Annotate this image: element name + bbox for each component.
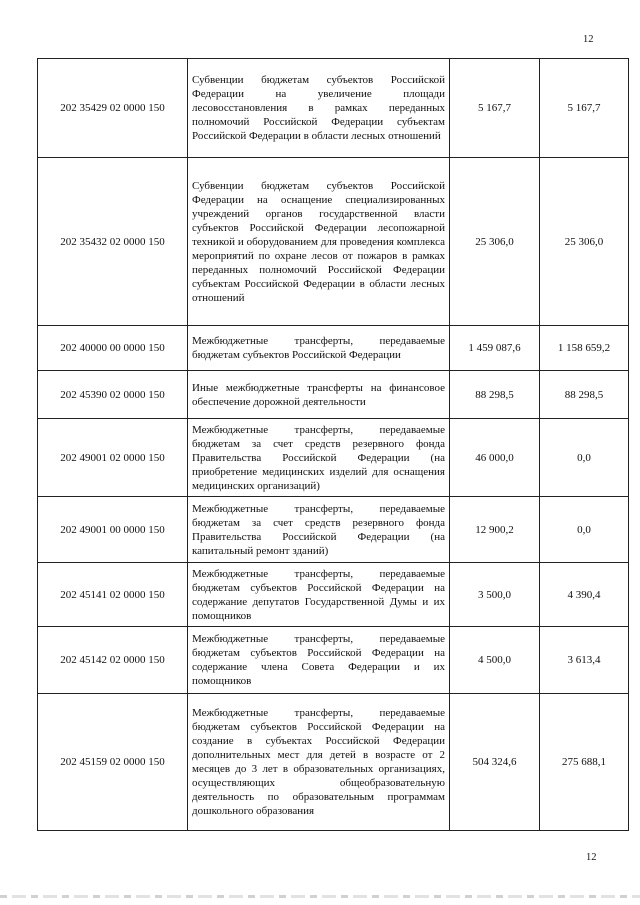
budget-code-cell: 202 45159 02 0000 150 [38,694,188,831]
budget-code-cell: 202 49001 00 0000 150 [38,497,188,563]
budget-code-cell: 202 45390 02 0000 150 [38,371,188,419]
description-cell: Межбюджетные трансферты, передаваемые бюджетам за счет средств резервного фонда Правительства Российской Федерации (на приобретение медицинских изделий для оснащения медицинских организаций) [188,419,450,497]
budget-code-cell: 202 49001 02 0000 150 [38,419,188,497]
description-cell: Иные межбюджетные трансферты на финансовое обеспечение дорожной деятельности [188,371,450,419]
amount-cell-2: 5 167,7 [540,59,629,158]
table-row [38,59,629,158]
description-cell: Межбюджетные трансферты, передаваемые бюджетам субъектов Российской Федерации на содержание члена Совета Федерации и их помощников [188,627,450,694]
budget-code-cell: 202 45141 02 0000 150 [38,563,188,627]
table-row [38,563,629,627]
amount-cell-1: 3 500,0 [450,563,540,627]
amount-cell-2: 25 306,0 [540,158,629,326]
page-number-top: 12 [583,34,594,45]
description-cell: Субвенции бюджетам субъектов Российской Федерации на увеличение площади лесовосстановления в рамках переданных полномочий Российской Федерации субъектам Российской Федерации в области лесных отношений [188,59,450,158]
table-row [38,694,629,831]
amount-cell-1: 12 900,2 [450,497,540,563]
amount-cell-2: 275 688,1 [540,694,629,831]
amount-cell-1: 4 500,0 [450,627,540,694]
description-cell: Субвенции бюджетам субъектов Российской Федерации на оснащение специализированных учреждений органов государственной власти субъектов Российской Федерации лесопожарной техникой и оборудованием для проведения комплекса мероприятий по охране лесов от пожаров в рамках переданных полномочий Российской Федерации субъектам Российской Федерации в области лесных отношений [188,158,450,326]
scan-edge-artifact [0,895,640,898]
amount-cell-2: 0,0 [540,419,629,497]
table-row [38,419,629,497]
table-row [38,497,629,563]
amount-cell-2: 88 298,5 [540,371,629,419]
budget-code-cell: 202 35432 02 0000 150 [38,158,188,326]
budget-code-cell: 202 45142 02 0000 150 [38,627,188,694]
amount-cell-1: 1 459 087,6 [450,326,540,371]
table-row [38,158,629,326]
description-cell: Межбюджетные трансферты, передаваемые бюджетам субъектов Российской Федерации на создание в субъектах Российской Федерации дополнительных мест для детей в возрасте от 2 месяцев до 3 лет в образовательных организациях, осуществляющих общеобразовательную деятельность по образовательным программам дошкольного образования [188,694,450,831]
amount-cell-2: 3 613,4 [540,627,629,694]
budget-code-cell: 202 35429 02 0000 150 [38,59,188,158]
description-cell: Межбюджетные трансферты, передаваемые бюджетам субъектов Российской Федерации [188,326,450,371]
amount-cell-1: 504 324,6 [450,694,540,831]
amount-cell-2: 4 390,4 [540,563,629,627]
amount-cell-2: 0,0 [540,497,629,563]
page-number-bottom: 12 [586,852,597,863]
amount-cell-1: 46 000,0 [450,419,540,497]
budget-code-cell: 202 40000 00 0000 150 [38,326,188,371]
table-row [38,326,629,371]
budget-table [37,58,629,831]
description-cell: Межбюджетные трансферты, передаваемые бюджетам за счет средств резервного фонда Правительства Российской Федерации (на капитальный ремонт зданий) [188,497,450,563]
table-row [38,627,629,694]
table-row [38,371,629,419]
amount-cell-1: 5 167,7 [450,59,540,158]
amount-cell-1: 88 298,5 [450,371,540,419]
amount-cell-1: 25 306,0 [450,158,540,326]
amount-cell-2: 1 158 659,2 [540,326,629,371]
description-cell: Межбюджетные трансферты, передаваемые бюджетам субъектов Российской Федерации на содержание депутатов Государственной Думы и их помощников [188,563,450,627]
